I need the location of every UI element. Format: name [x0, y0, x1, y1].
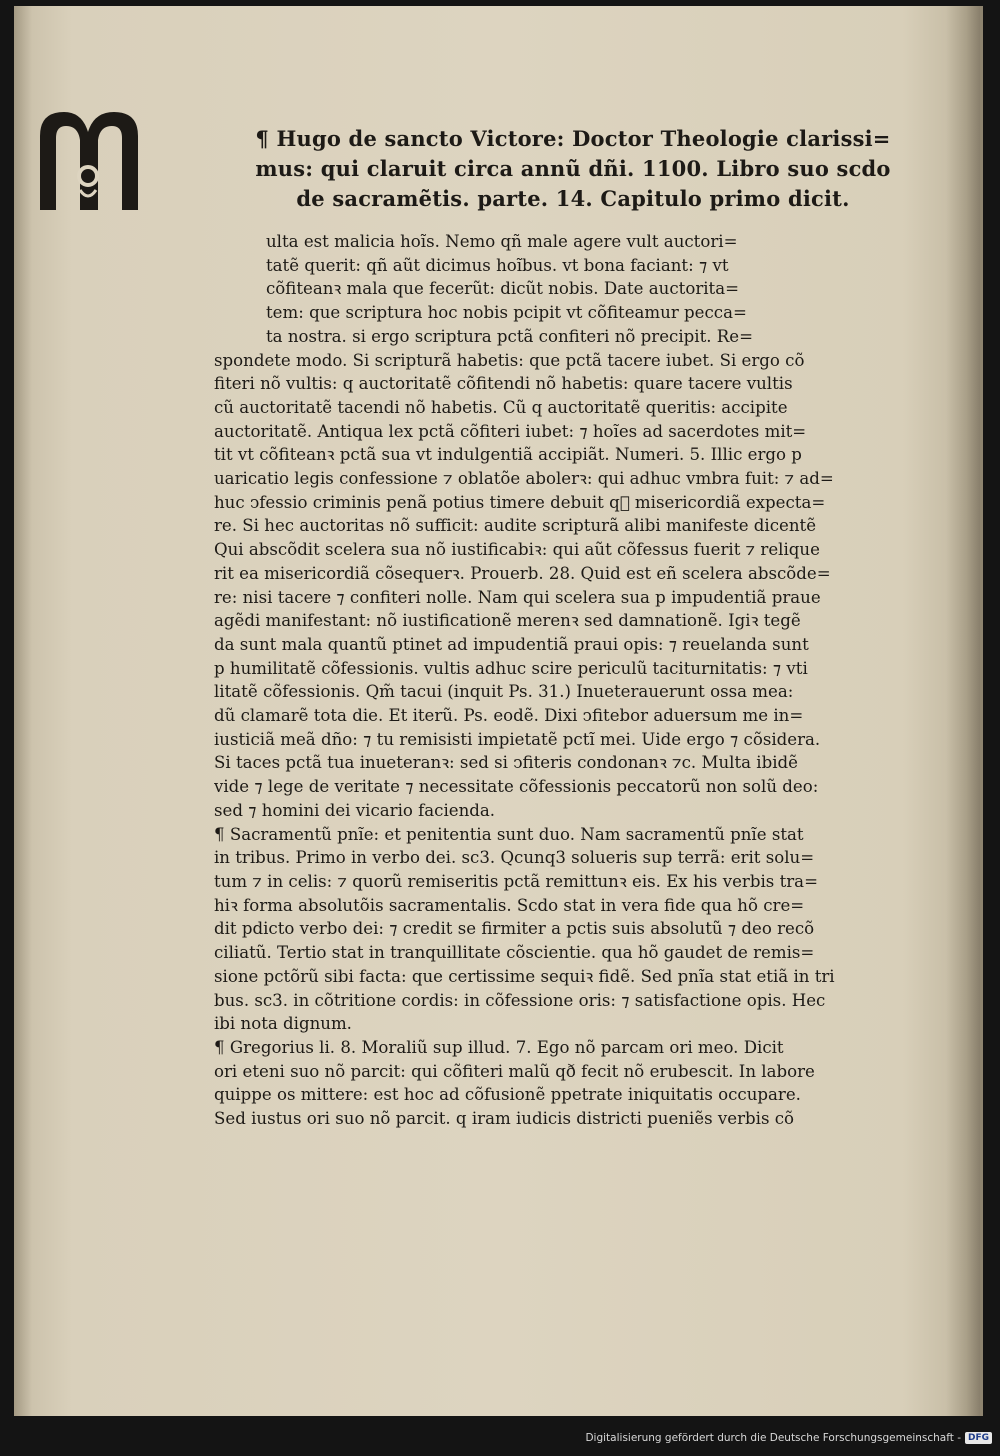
text-line: Si taces pctã tua inueteranꝛ: sed si ↄfiteris condonanꝛ ⁊c. Multa ibidẽ — [214, 753, 798, 773]
text-line: da sunt mala quantũ ptinet ad impudentiã praui opis: ⁊ reuelanda sunt — [214, 634, 809, 654]
paragraph-start-line: ¶ Sacramentũ pnĩe: et penitentia sunt duo. Nam sacramentũ pnĩe stat — [214, 824, 804, 844]
text-line: ibi nota dignum. — [214, 1014, 352, 1034]
text-line: re. Si hec auctoritas nõ sufficit: audite scripturã alibi manifeste dicentẽ — [214, 516, 817, 536]
page-edge-shadow — [14, 6, 32, 1416]
text-line: agẽdi manifestant: nõ iustificationẽ merenꝛ sed damnationẽ. Igiꝛ tegẽ — [214, 611, 801, 631]
text-line: re: nisi tacere ⁊ confiteri nolle. Nam qui scelera sua p impudentiã praue — [214, 587, 821, 607]
text-line: Qui abscõdit scelera sua nõ iustificabiꝛ: qui aũt cõfessus fuerit ⁊ relique — [214, 540, 820, 560]
chapter-heading — [214, 124, 932, 214]
text-line: ulta est malicia hoĩs. Nemo qñ male agere vult auctori= — [266, 232, 738, 251]
dfg-logo-icon: DFG — [965, 1432, 992, 1444]
text-line: Sed iustus ori suo nõ parcit. q iram iudicis districti pueniẽs verbis cõ — [214, 1109, 795, 1129]
heading-line: mus: qui claruit circa annũ dñi. 1100. Libro suo scdo — [255, 156, 891, 181]
credit-text: Digitalisierung gefördert durch die Deutsche Forschungsgemeinschaft - — [585, 1432, 961, 1444]
text-line: cõfiteanꝛ mala que fecerũt: dicũt nobis. Date auctorita= — [266, 279, 740, 299]
text-line: ori eteni suo nõ parcit: qui cõfiteri malũ qð fecit nõ erubescit. In labore — [214, 1061, 815, 1081]
text-line: ciliatũ. Tertio stat in tranquillitate cõscientie. qua hõ gaudet de remis= — [214, 943, 815, 963]
text-line: sed ⁊ homini dei vicario facienda. — [214, 800, 496, 820]
text-line: dũ clamarẽ tota die. Et iterũ. Ps. eodẽ. Dixi ↄfitebor aduersum me in= — [214, 706, 804, 726]
text-line: bus. sc3. in cõtritione cordis: in cõfessione oris: ⁊ satisfactione opis. Hec — [214, 990, 826, 1010]
text-line: tem: que scriptura hoc nobis pcipit vt cõfiteamur pecca= — [266, 303, 747, 323]
text-block — [214, 124, 932, 1131]
text-line: in tribus. Primo in verbo dei. sc3. Qcunq3 solueris sup terrã: erit solu= — [214, 848, 815, 868]
paragraph-start-line: ¶ Gregorius li. 8. Moraliũ sup illud. 7. Ego nõ parcam ori meo. Dicit — [214, 1037, 784, 1057]
book-page — [14, 6, 983, 1416]
text-line: tum ⁊ in celis: ⁊ quorũ remiseritis pctã remittunꝛ eis. Ex his verbis tra= — [214, 871, 818, 891]
text-line: litatẽ cõfessionis. Qm̃ tacui (inquit Ps. 31.) Inueterauerunt ossa mea: — [214, 682, 794, 702]
text-line: rit ea misericordiã cõsequerꝛ. Prouerb. 28. Quid est eñ scelera abscõde= — [214, 563, 831, 583]
decorated-initial-letter — [30, 106, 148, 216]
text-line: cũ auctoritatẽ tacendi nõ habetis. Cũ q auctoritatẽ queritis: accipite — [214, 397, 788, 417]
text-line: fiteri nõ vultis: q auctoritatẽ cõfitendi nõ habetis: quare tacere vultis — [214, 374, 793, 394]
heading-line: de sacramẽtis. parte. 14. Capitulo primo dicit. — [296, 186, 850, 211]
text-line: vide ⁊ lege de veritate ⁊ necessitate cõfessionis peccatorũ non solũ deo: — [214, 777, 819, 797]
text-line: auctoritatẽ. Antiqua lex pctã cõfiteri iubet: ⁊ hoĩes ad sacerdotes mit= — [214, 421, 807, 441]
text-line: uaricatio legis confessione ⁊ oblatõe abolerꝛ: qui adhuc vmbra fuit: ⁊ ad= — [214, 469, 834, 489]
body-text — [214, 230, 932, 1131]
page-gutter-shadow — [946, 6, 980, 1416]
text-line: quippe os mittere: est hoc ad cõfusionẽ ppetrate iniquitatis occupare. — [214, 1085, 801, 1105]
heading-line: ¶ Hugo de sancto Victore: Doctor Theologie clarissi= — [255, 126, 891, 151]
text-line: tatẽ querit: qñ aũt dicimus hoĩbus. vt bona faciant: ⁊ vt — [266, 255, 729, 275]
text-line: spondete modo. Si scripturã habetis: que pctã tacere iubet. Si ergo cõ — [214, 350, 805, 370]
text-line: dit pdicto verbo dei: ⁊ credit se firmiter a pctis suis absolutũ ⁊ deo recõ — [214, 919, 815, 939]
text-line: hiꝛ forma absolutõis sacramentalis. Scdo stat in vera fide qua hõ cre= — [214, 895, 805, 915]
digitization-credit — [585, 1432, 992, 1444]
text-line: p humilitatẽ cõfessionis. vultis adhuc scire periculũ taciturnitatis: ⁊ vti — [214, 658, 808, 678]
text-line: iusticiã meã dño: ⁊ tu remisisti impietatẽ pctĩ mei. Uide ergo ⁊ cõsidera. — [214, 729, 821, 749]
text-line: sione pctõrũ sibi facta: que certissime sequiꝛ fidẽ. Sed pnĩa stat etiã in tri — [214, 966, 835, 986]
text-line: ta nostra. si ergo scriptura pctã confiteri nõ precipit. Re= — [266, 326, 754, 346]
text-line: huc ↄfessio criminis penã potius timere debuit qᷓ misericordiã expecta= — [214, 492, 826, 512]
text-line: tit vt cõfiteanꝛ pctã sua vt indulgentiã accipiãt. Numeri. 5. Illic ergo p — [214, 445, 802, 465]
